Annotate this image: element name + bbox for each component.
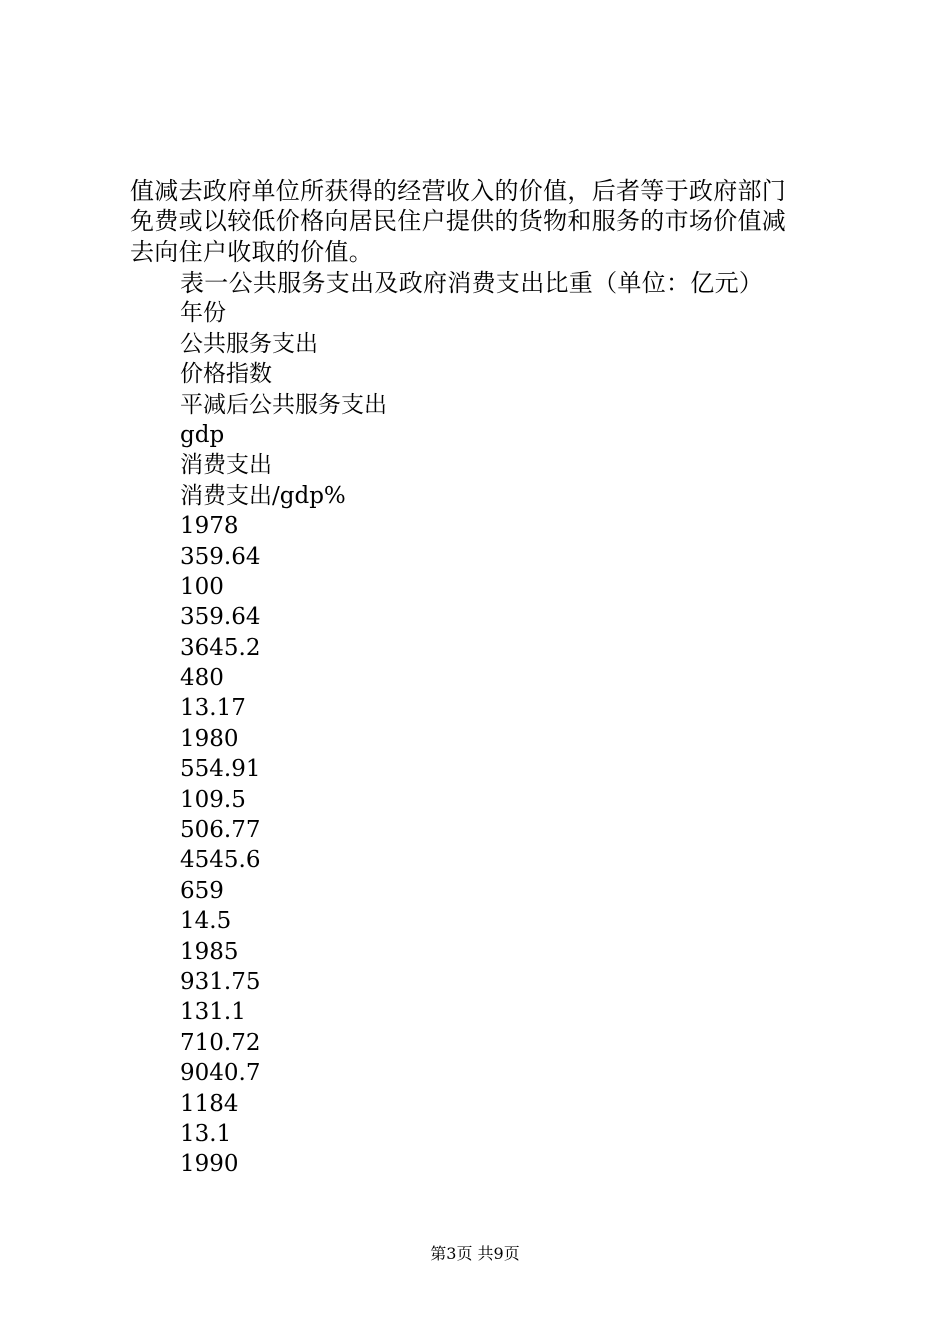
table-cell: 1184 — [180, 1090, 239, 1117]
table-cell: 1978 — [180, 513, 239, 540]
table-cell: 359.64 — [180, 604, 261, 631]
table-cell: 13.17 — [180, 695, 246, 722]
table-header-cell: 公共服务支出 — [180, 330, 318, 357]
table-cell: 100 — [180, 573, 224, 600]
table-cell: 710.72 — [180, 1029, 261, 1056]
table-cell: 4545.6 — [180, 847, 261, 874]
table-cell: 13.1 — [180, 1120, 232, 1147]
table-cell: 554.91 — [180, 756, 261, 783]
table-cell: 659 — [180, 877, 224, 904]
table-as-lines — [180, 268, 763, 1180]
table-header-cell: 年份 — [180, 300, 226, 327]
table-caption: 表一公共服务支出及政府消费支出比重（单位：亿元） — [180, 269, 764, 297]
table-cell: 109.5 — [180, 786, 246, 813]
body-paragraph — [130, 176, 830, 267]
table-header-cell: 消费支出/gdp% — [180, 482, 346, 509]
paragraph-line: 去向住户收取的价值。 — [130, 237, 373, 266]
table-cell: 931.75 — [180, 968, 261, 995]
table-cell: 3645.2 — [180, 634, 261, 661]
table-cell: 9040.7 — [180, 1060, 261, 1087]
paragraph-line: 值减去政府单位所获得的经营收入的价值，后者等于政府部门 — [130, 177, 787, 205]
table-header-cell: gdp — [180, 421, 225, 448]
table-header-cell: 价格指数 — [180, 361, 272, 388]
table-cell: 1985 — [180, 938, 239, 965]
table-cell: 14.5 — [180, 908, 232, 935]
table-header-cell: 平减后公共服务支出 — [180, 391, 387, 418]
table-header-cell: 消费支出 — [180, 452, 272, 479]
table-cell: 506.77 — [180, 817, 261, 844]
table-cell: 131.1 — [180, 999, 246, 1026]
table-cell: 1990 — [180, 1151, 239, 1178]
paragraph-line: 免费或以较低价格向居民住户提供的货物和服务的市场价值减 — [130, 207, 787, 236]
table-cell: 480 — [180, 665, 224, 692]
page-footer: 第3页 共9页 — [430, 1244, 520, 1263]
table-cell: 359.64 — [180, 543, 261, 570]
table-cell: 1980 — [180, 725, 239, 752]
